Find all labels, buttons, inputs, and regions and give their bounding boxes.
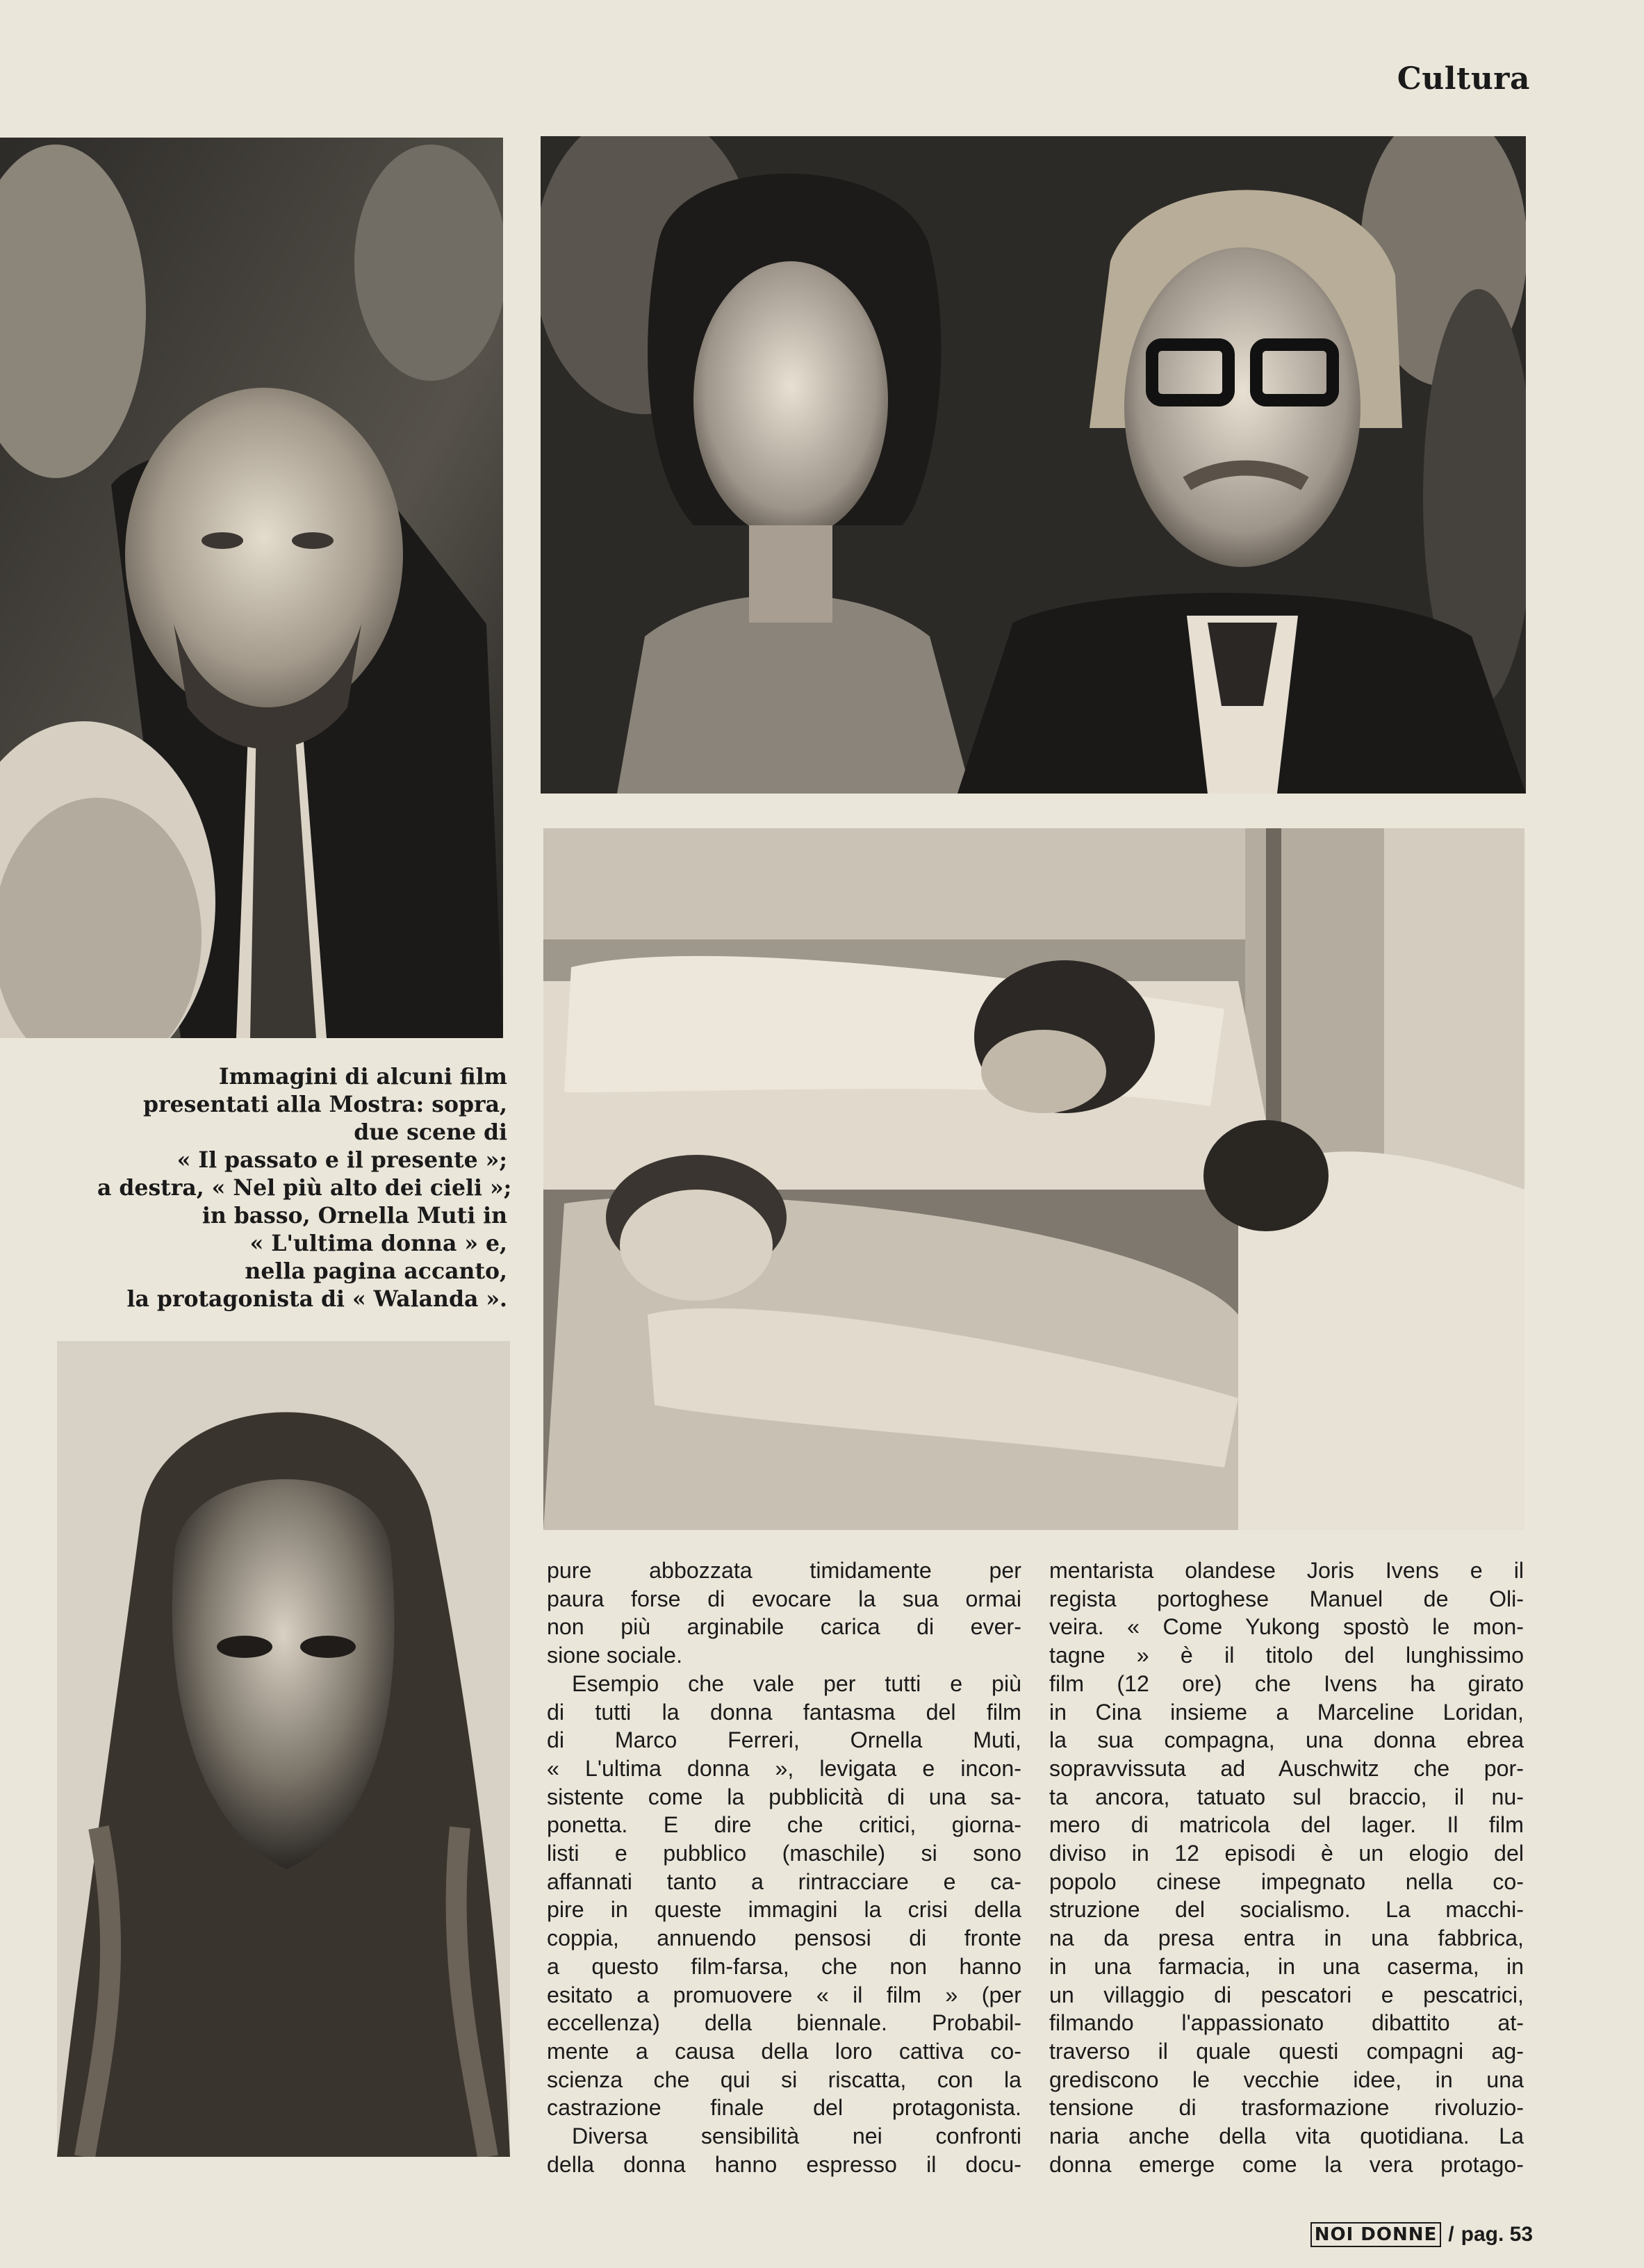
article-column-1 [547, 1556, 1021, 2178]
article-line: struzione del socialismo. La macchi- [1049, 1897, 1524, 1923]
article-line: Diversa sensibilità nei confronti [572, 2123, 1021, 2149]
article-line: della donna hanno espresso il docu- [547, 2151, 1021, 2177]
article-line: sopravvissuta ad Auschwitz che por- [1049, 1755, 1524, 1781]
page-number: pag. 53 [1461, 2223, 1533, 2246]
article-line: regista portoghese Manuel de Oli- [1049, 1586, 1524, 1611]
article-line: pire in queste immagini la crisi della [547, 1897, 1021, 1923]
caption-line: « L'ultima donna » e, [249, 1231, 507, 1256]
article-line: sione sociale. [547, 1643, 683, 1668]
caption-line: presentati alla Mostra: sopra, [142, 1092, 507, 1117]
article-line: in una farmacia, in una caserma, in [1049, 1953, 1524, 1979]
article-line: tagne » è il titolo del lunghissimo [1049, 1643, 1524, 1668]
article-line: in Cina insieme a Marceline Loridan, [1049, 1699, 1524, 1725]
article-line: grediscono le vecchie idee, in una [1049, 2066, 1524, 2092]
article-line: mente a causa della loro cattiva co- [547, 2038, 1021, 2064]
caption-line: « Il passato e il presente »; [176, 1147, 507, 1173]
article-line: listi e pubblico (maschile) si sono [547, 1841, 1021, 1866]
photo-long-haired-woman-graphic [57, 1341, 510, 2157]
article-line: affannati tanto a rintracciare e ca- [547, 1868, 1021, 1894]
photo-long-haired-woman [57, 1341, 510, 2157]
article-line: la sua compagna, una donna ebrea [1049, 1727, 1524, 1753]
article-line: mero di matricola del lager. Il film [1049, 1812, 1524, 1838]
article-line: film (12 ore) che Ivens ha girato [1049, 1670, 1524, 1696]
article-line: esitato a promuovere « il film » (per [547, 1982, 1021, 2007]
article-line: sistente come la pubblicità di una sa- [547, 1784, 1021, 1809]
article-line: coppia, annuendo pensosi di fronte [547, 1925, 1021, 1951]
article-line: eccellenza) della biennale. Probabil- [547, 2010, 1021, 2036]
article-line: « L'ultima donna », levigata e incon- [547, 1755, 1021, 1781]
article-line: tensione di trasformazione rivoluzio- [1049, 2095, 1524, 2121]
photo-lying-figures-graphic [543, 828, 1524, 1530]
photo-bearded-man-graphic [0, 138, 503, 1038]
section-label: Cultura [1397, 61, 1530, 97]
article-line: mentarista olandese Joris Ivens e il [1049, 1558, 1524, 1583]
article-line: filmando l'appassionato dibattito at- [1049, 2010, 1524, 2036]
caption-line: nella pagina accanto, [245, 1258, 507, 1284]
article-line: diviso in 12 episodi è un elogio del [1049, 1841, 1524, 1866]
article-line: donna emerge come la vera protago- [1049, 2151, 1524, 2177]
article-line: popolo cinese impegnato nella co- [1049, 1868, 1524, 1894]
caption-line: due scene di [354, 1119, 507, 1145]
article-line: a questo film-farsa, che non hanno [547, 1953, 1021, 1979]
photo-bearded-man [0, 138, 503, 1038]
article-line: un villaggio di pescatori e pescatrici, [1049, 1982, 1524, 2007]
article-line: pure abbozzata timidamente per [547, 1558, 1021, 1583]
page-footer [1310, 2222, 1533, 2247]
article-line: di Marco Ferreri, Ornella Muti, [547, 1727, 1021, 1753]
photo-couple-graphic [541, 136, 1526, 794]
article-line: traverso il quale questi compagni ag- [1049, 2038, 1524, 2064]
article-line: scienza che qui si riscatta, con la [547, 2066, 1021, 2092]
article-line: ta ancora, tatuato sul braccio, il nu- [1049, 1784, 1524, 1809]
photo-caption [97, 1063, 512, 1313]
article-line: ponetta. E dire che critici, giorna- [547, 1812, 1021, 1838]
magazine-logo: NOI DONNE [1310, 2222, 1442, 2247]
article-line: non più arginabile carica di ever- [547, 1614, 1021, 1640]
article-line: na da presa entra in una fabbrica, [1049, 1925, 1524, 1951]
article-line: veira. « Come Yukong spostò le mon- [1049, 1614, 1524, 1640]
caption-line: la protagonista di « Walanda ». [126, 1286, 507, 1312]
caption-line: in basso, Ornella Muti in [202, 1203, 507, 1228]
caption-line: Immagini di alcuni film [218, 1064, 507, 1090]
photo-couple [541, 136, 1526, 794]
article-line: Esempio che vale per tutti e più [572, 1670, 1021, 1696]
article-line: naria anche della vita quotidiana. La [1049, 2123, 1524, 2149]
footer-separator: / [1448, 2223, 1454, 2246]
article-column-2 [1049, 1556, 1524, 2178]
article-line: di tutti la donna fantasma del film [547, 1699, 1021, 1725]
article-line: paura forse di evocare la sua ormai [547, 1586, 1021, 1611]
article-line: castrazione finale del protagonista. [547, 2095, 1021, 2121]
photo-lying-figures [543, 828, 1524, 1530]
caption-line: a destra, « Nel più alto dei cieli »; [97, 1175, 512, 1201]
